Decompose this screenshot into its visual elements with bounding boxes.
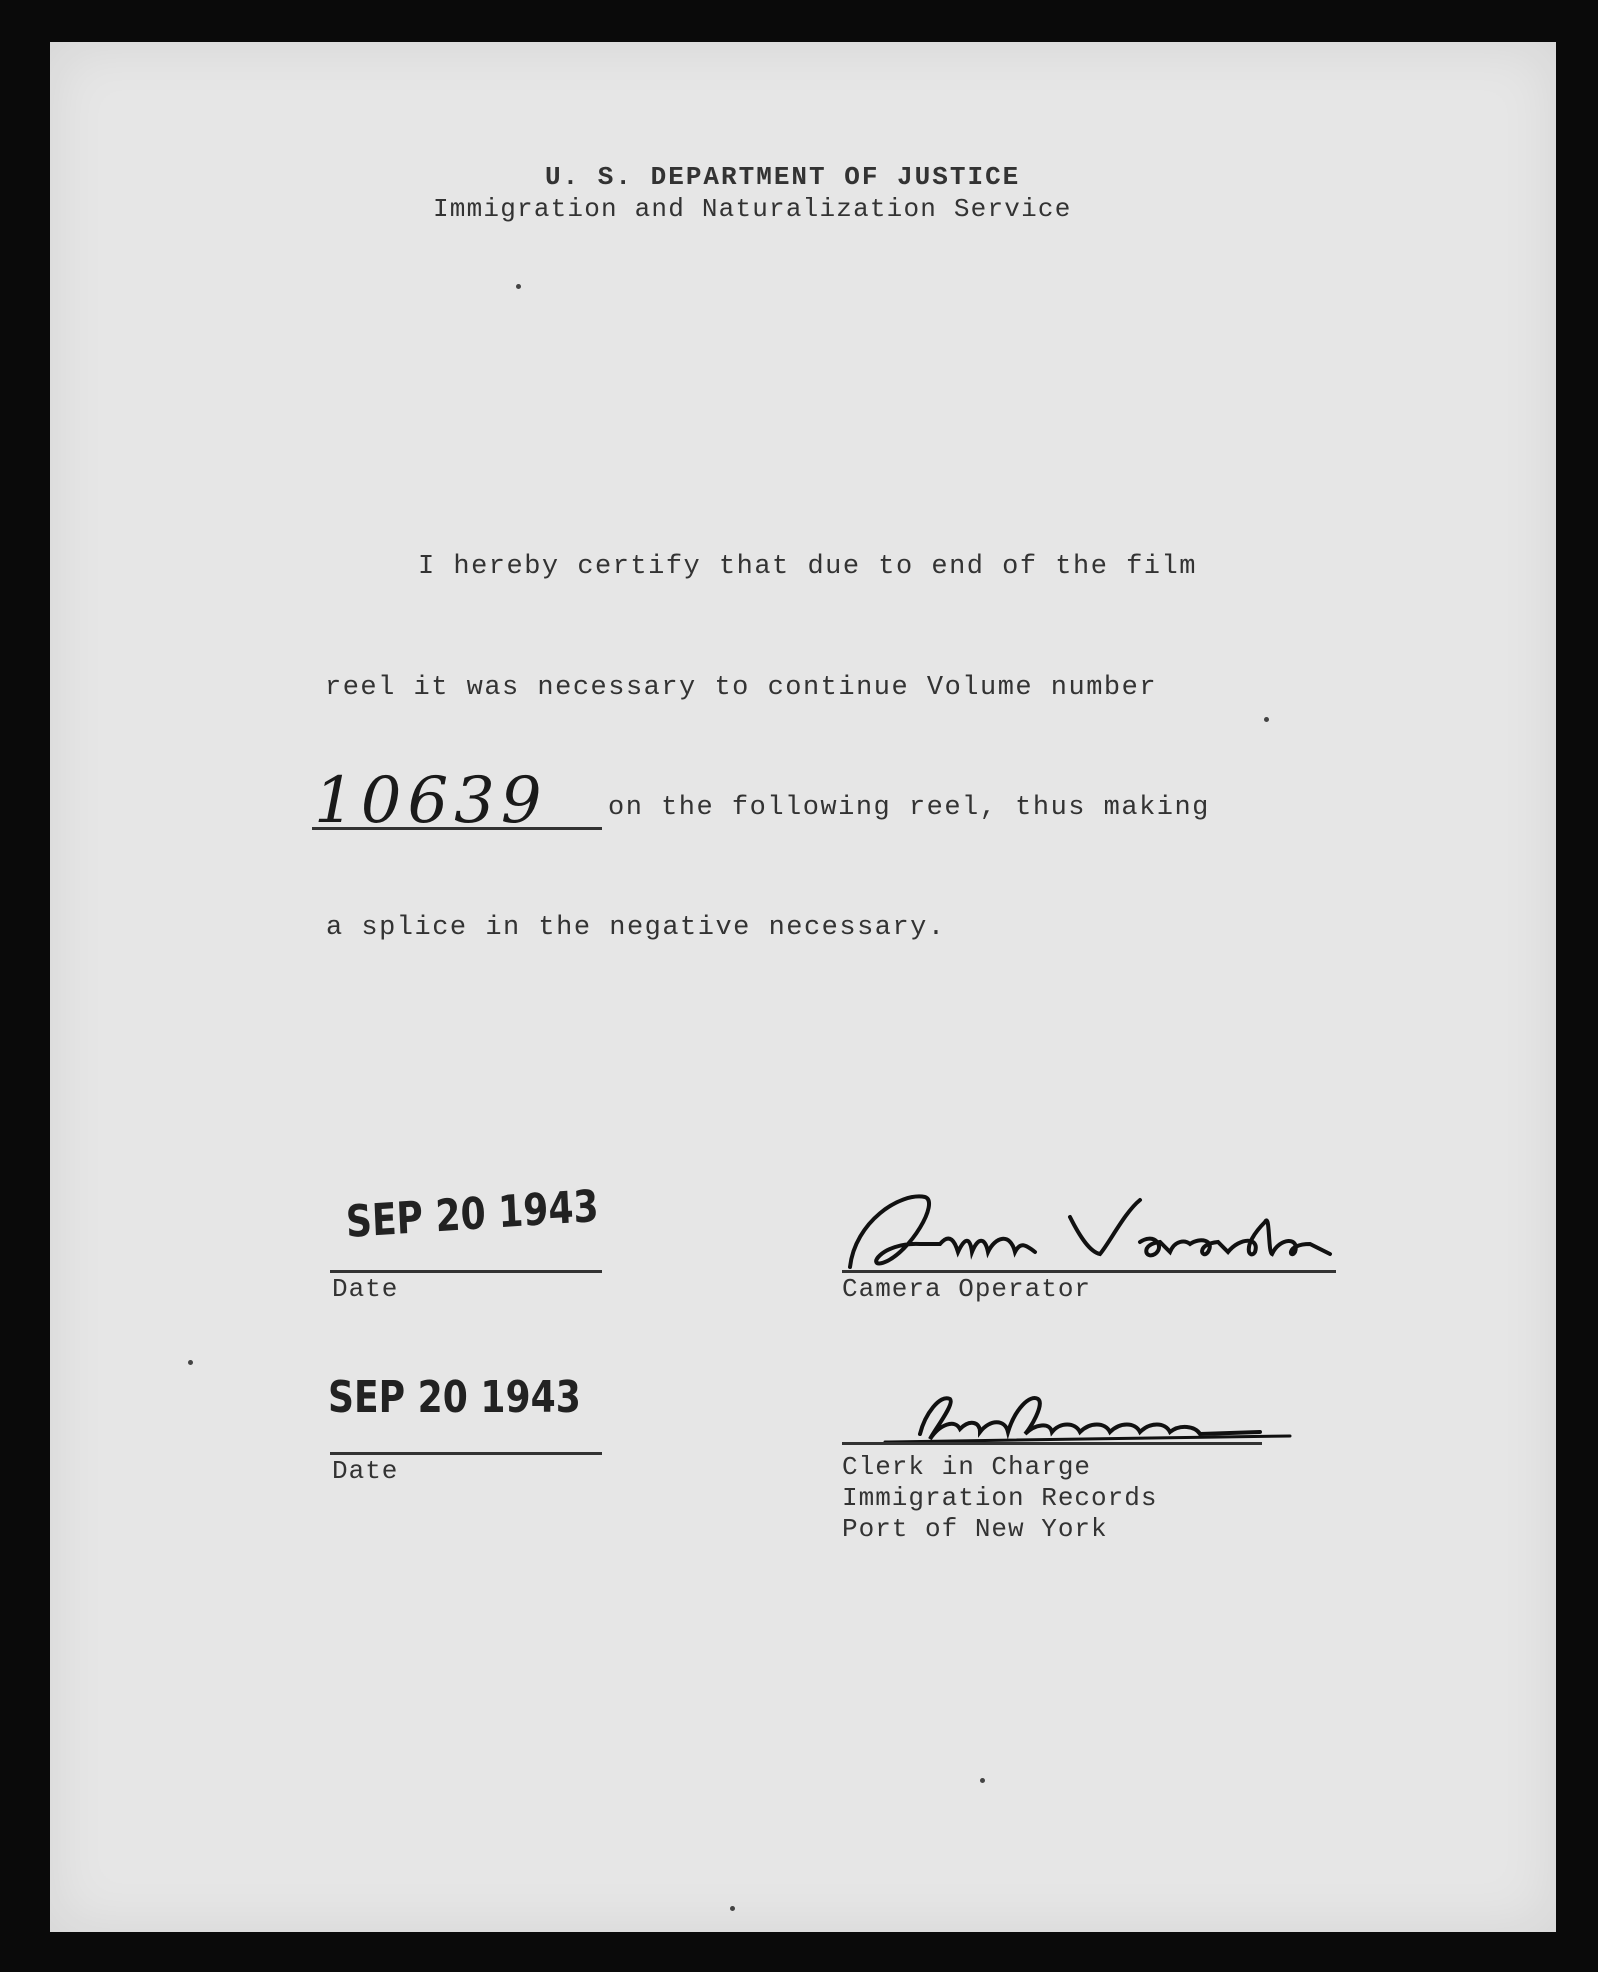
header-service: Immigration and Naturalization Service [433,194,1072,224]
clerk-signature-line [842,1442,1262,1445]
camera-operator-signature-line [842,1270,1336,1273]
document-page [50,42,1556,1932]
speck [730,1906,735,1911]
handwritten-volume-number: 10639 [314,764,548,838]
date-stamp-1: SEP 20 1943 [344,1180,600,1248]
date-stamp-2: SEP 20 1943 [328,1372,581,1423]
clerk-title-line-3: Port of New York [842,1514,1108,1544]
date-2-signature-line [330,1452,602,1455]
body-line-1: I hereby certify that due to end of the film [418,552,1197,582]
clerk-title-block [842,1452,1157,1545]
clerk-title-line-2: Immigration Records [842,1483,1158,1513]
volume-number-underline [312,827,602,830]
date-1-signature-line [330,1270,602,1273]
camera-operator-label: Camera Operator [842,1274,1092,1304]
speck [516,284,521,289]
speck [188,1360,193,1365]
date-2-label: Date [332,1456,399,1486]
clerk-title-line-1: Clerk in Charge [842,1452,1092,1482]
camera-operator-signature [840,1182,1400,1282]
body-line-3: on the following reel, thus making [608,793,1210,823]
header-department: U. S. DEPARTMENT OF JUSTICE [545,162,1021,192]
date-1-label: Date [332,1274,399,1304]
body-line-2: reel it was necessary to continue Volume number [325,673,1158,703]
speck [980,1778,985,1783]
speck [1264,717,1269,722]
body-line-4: a splice in the negative necessary. [326,913,946,943]
